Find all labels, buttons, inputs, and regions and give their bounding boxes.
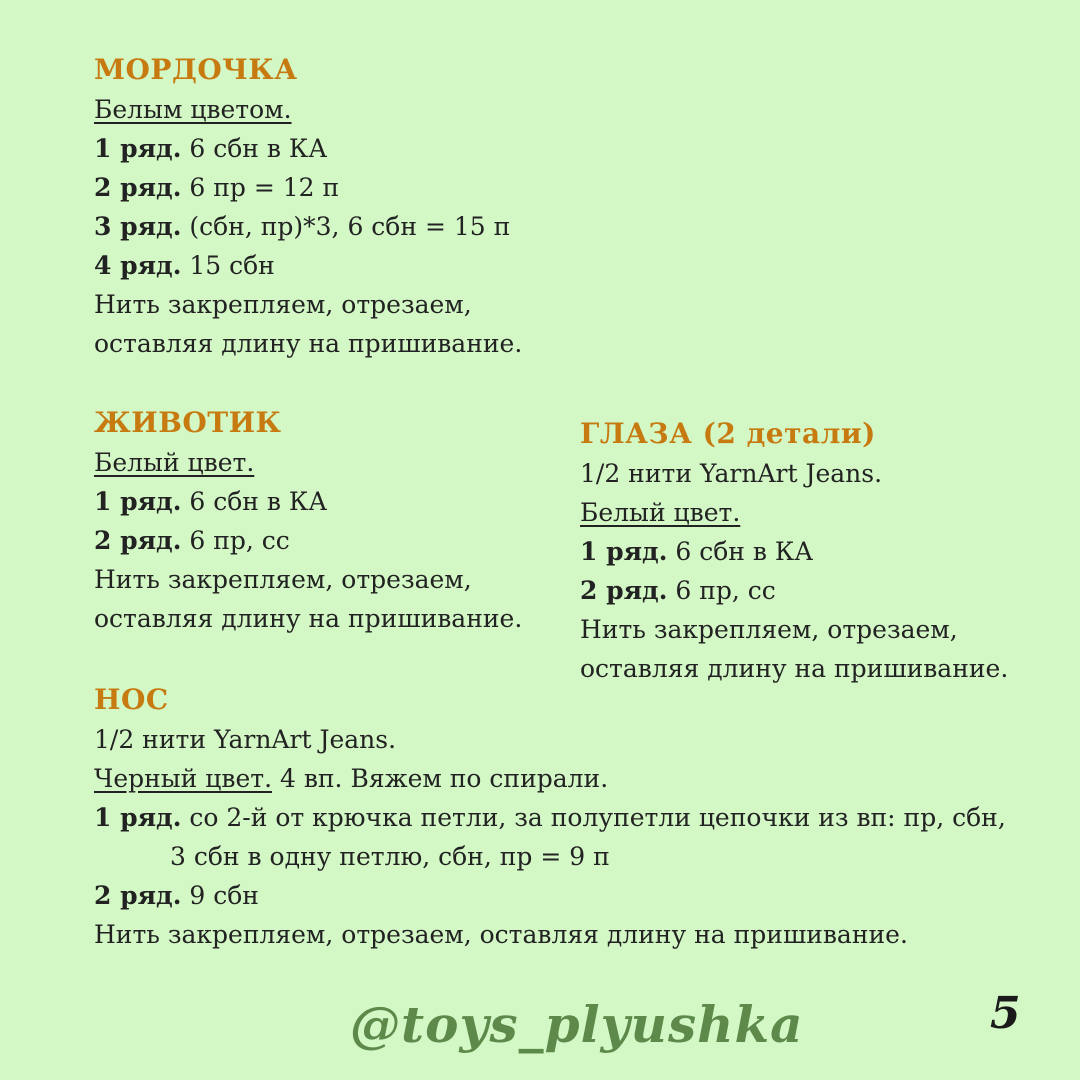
color-note: Белый цвет. — [94, 448, 255, 477]
finish-line: оставляя длину на пришивание. — [580, 654, 1009, 683]
finish-line: оставляя длину на пришивание. — [94, 329, 523, 358]
row-line: 1 ряд. 6 сбн в КА — [580, 537, 814, 566]
yarn-line: 1/2 нити YarnArt Jeans. — [580, 459, 883, 488]
section-zhivotik — [94, 403, 522, 638]
finish-line: оставляя длину на пришивание. — [94, 604, 523, 633]
color-note: Белым цветом. — [94, 95, 292, 124]
author-signature: @toys_plyushka — [350, 995, 804, 1054]
row-line: 1 ряд. со 2-й от крючка петли, за полупетли цепочки из вп: пр, сбн, — [94, 803, 1006, 832]
row-line: 2 ряд. 6 пр, сс — [94, 526, 290, 555]
row-line: 1 ряд. 6 сбн в КА — [94, 134, 328, 163]
finish-line: Нить закрепляем, отрезаем, оставляя длину на пришивание. — [94, 920, 908, 949]
section-title: ГЛАЗА (2 детали) — [580, 417, 876, 450]
color-note: Черный цвет. — [94, 764, 273, 793]
color-note: Белый цвет. — [580, 498, 741, 527]
row-line-continued: 3 сбн в одну петлю, сбн, пр = 9 п — [170, 842, 610, 871]
section-glaza — [580, 414, 1008, 688]
color-line: Черный цвет. 4 вп. Вяжем по спирали. — [94, 764, 609, 793]
section-title: МОРДОЧКА — [94, 53, 298, 86]
row-line: 2 ряд. 6 пр = 12 п — [94, 173, 340, 202]
finish-line: Нить закрепляем, отрезаем, — [94, 565, 472, 594]
section-title: НОС — [94, 683, 169, 716]
row-line: 1 ряд. 6 сбн в КА — [94, 487, 328, 516]
row-line: 4 ряд. 15 сбн — [94, 251, 275, 280]
row-line: 3 ряд. (сбн, пр)*3, 6 сбн = 15 п — [94, 212, 511, 241]
page-number: 5 — [990, 988, 1021, 1039]
finish-line: Нить закрепляем, отрезаем, — [580, 615, 958, 644]
section-mordochka — [94, 50, 522, 363]
row-line: 2 ряд. 6 пр, сс — [580, 576, 776, 605]
yarn-line: 1/2 нити YarnArt Jeans. — [94, 725, 397, 754]
finish-line: Нить закрепляем, отрезаем, — [94, 290, 472, 319]
section-title: ЖИВОТИК — [94, 406, 282, 439]
row-line: 2 ряд. 9 сбн — [94, 881, 259, 910]
section-nos — [94, 680, 1006, 954]
